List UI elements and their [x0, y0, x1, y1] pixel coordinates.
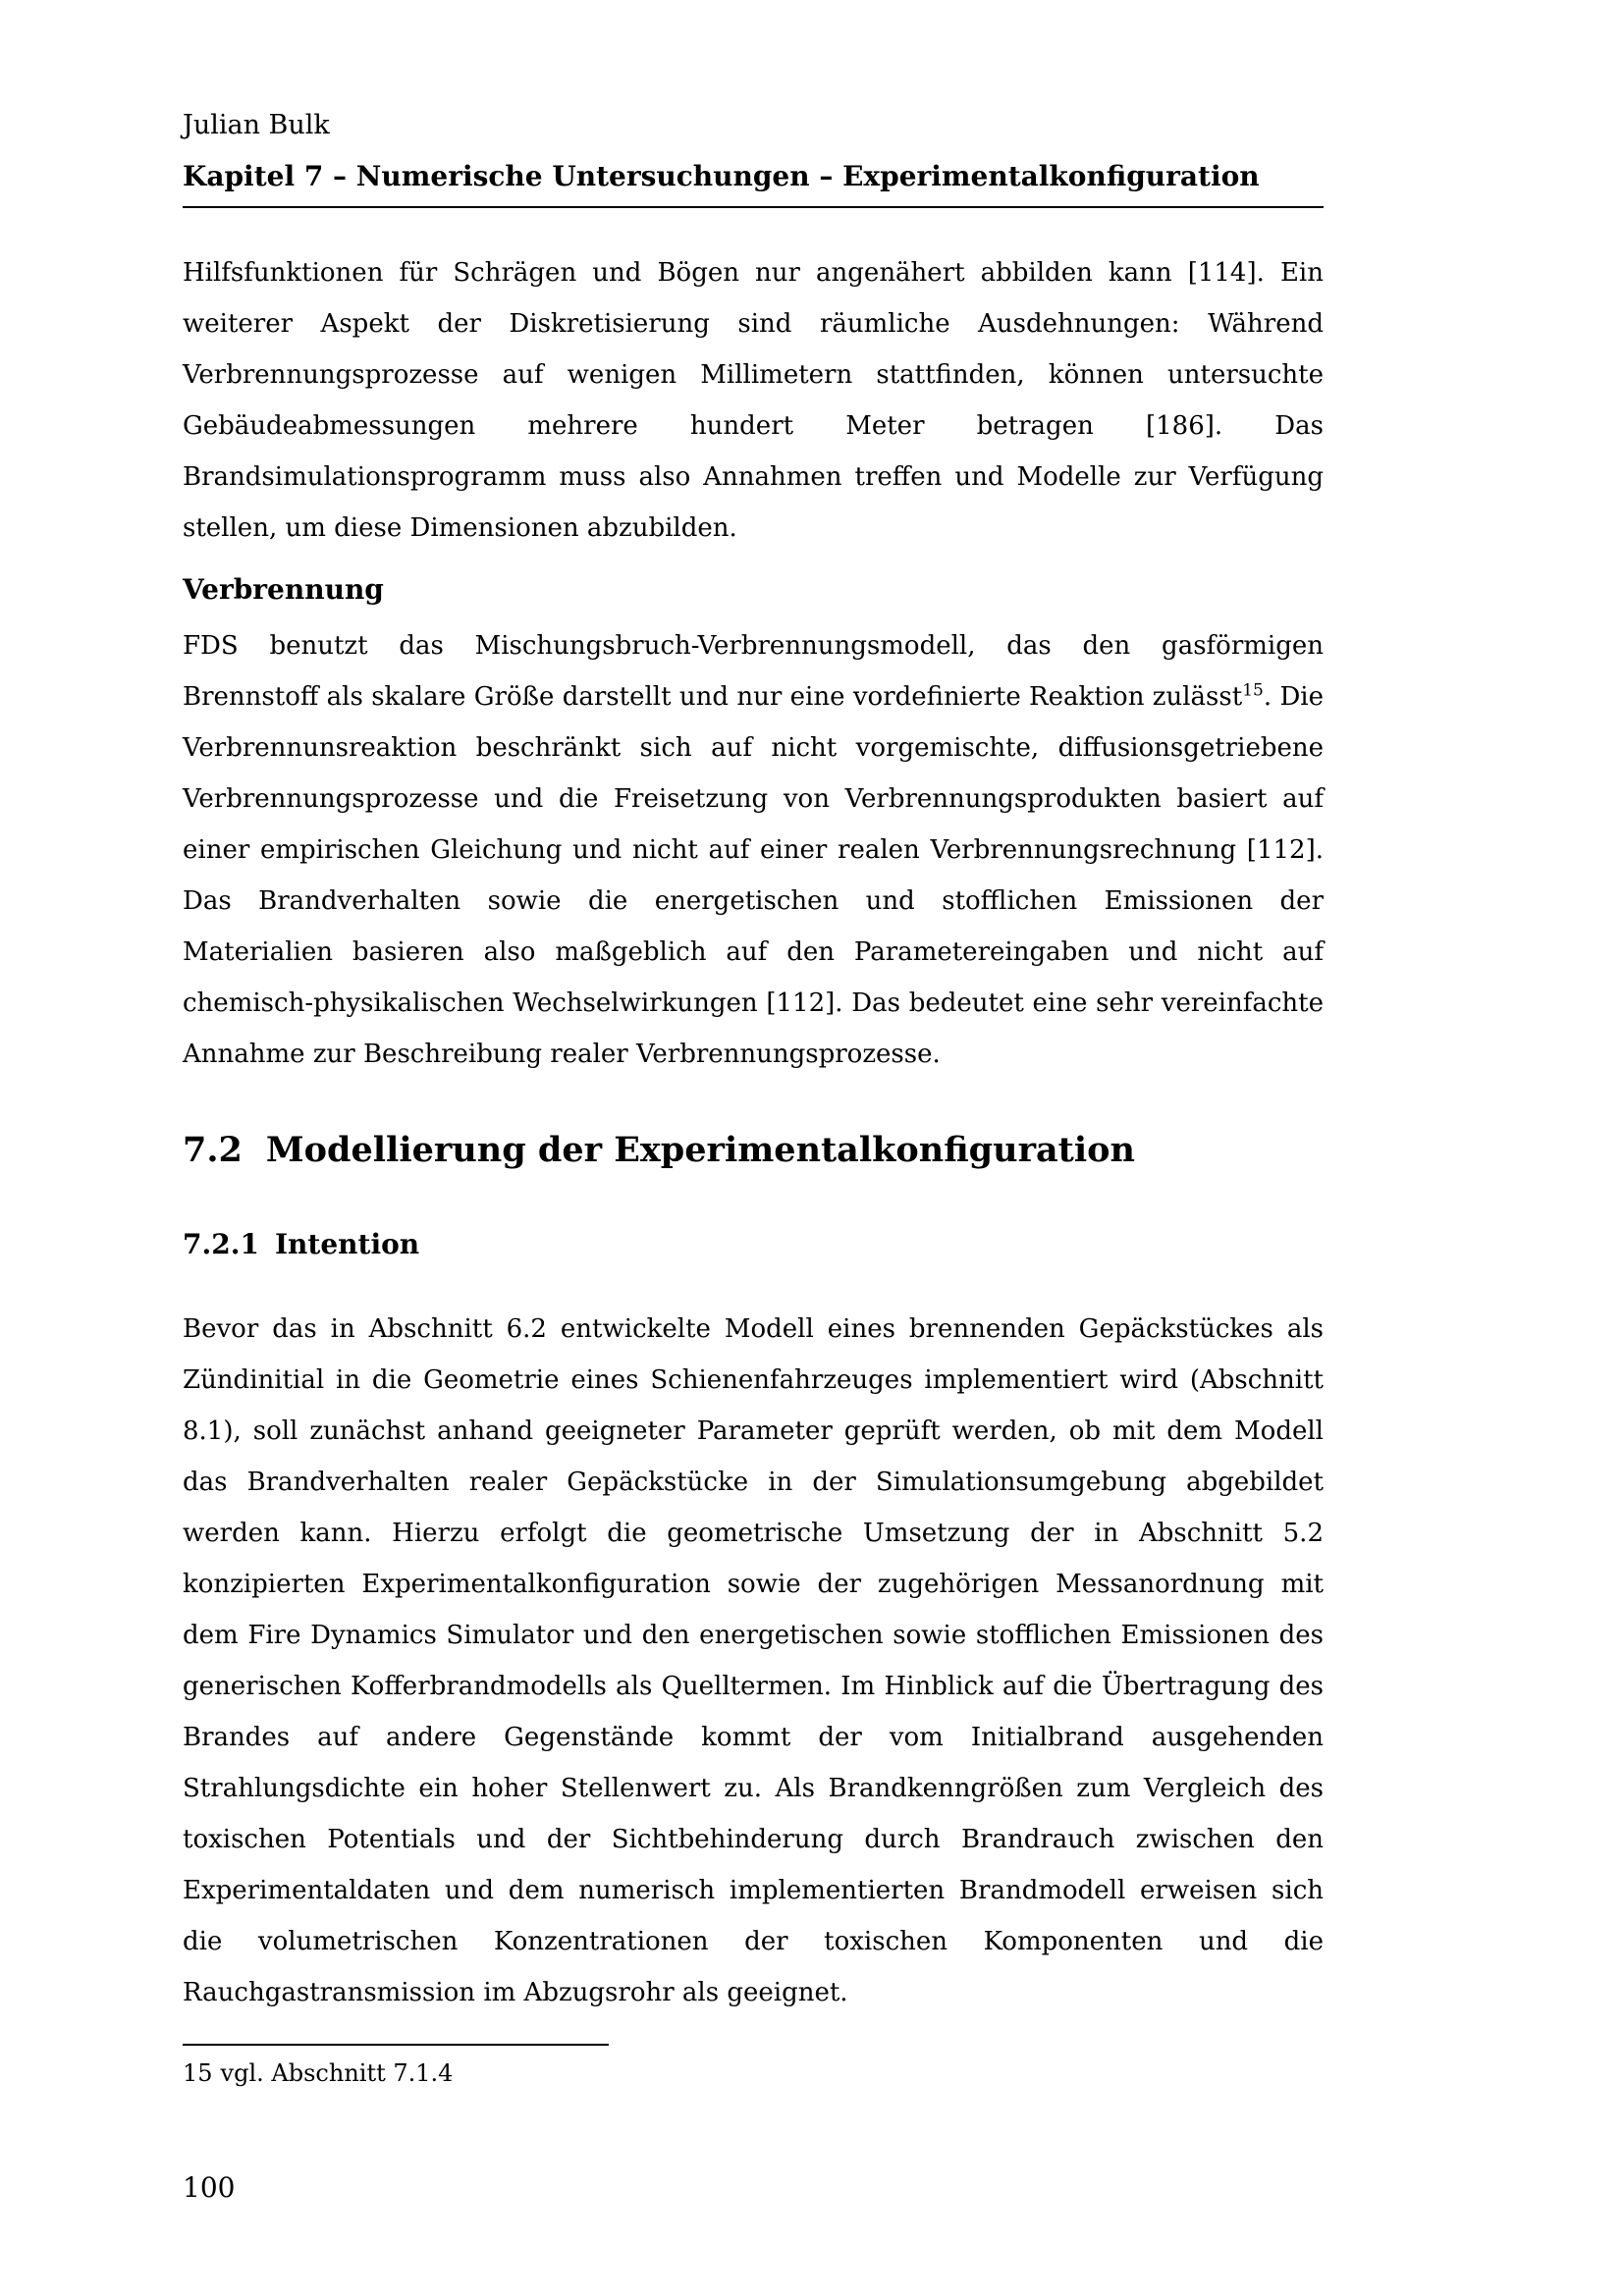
subsection-title: Intention: [274, 1228, 420, 1260]
heading-verbrennung: Verbrennung: [183, 573, 384, 606]
footnote-rule: [183, 2044, 609, 2046]
footnote-number: 15: [183, 2059, 213, 2087]
header-rule: [183, 206, 1324, 208]
verbrennung-text-after-ref: . Die Verbrennunsreaktion beschränkt sich auf nicht vorgemischte, diffusionsgetriebene Verbrennungsprozesse und die Freisetzung von Verbrennungsprodukten basiert auf einer empirischen Gleichung und nicht auf einer realen Verbrennungsrechnung [112]. Das Brandverhalten sowie die energetischen und stofflichen Emissionen der Materialien basieren also maßgeblich auf den Parametereingaben und nicht auf chemisch-physikalischen Wechselwirkungen [112]. Das bedeutet eine sehr vereinfachte Annahme zur Beschreibung realer Verbrennungsprozesse.: [183, 682, 1324, 1069]
subsection-number: 7.2.1: [183, 1228, 259, 1260]
page-number: 100: [183, 2171, 236, 2204]
section-title: Modellierung der Experimentalkonfiguration: [265, 1130, 1135, 1170]
footnote-reference: 15: [1242, 680, 1264, 701]
running-header-author: Julian Bulk: [183, 110, 330, 140]
verbrennung-text-before-ref: FDS benutzt das Mischungsbruch-Verbrennungsmodell, das den gasförmigen Brennstoff als skalare Größe darstellt und nur eine vordefinierte Reaktion zulässt: [183, 631, 1324, 712]
section-number: 7.2: [183, 1130, 243, 1170]
paragraph-discretization: Hilfsfunktionen für Schrägen und Bögen nur angenähert abbilden kann [114]. Ein weiterer Aspekt der Diskretisierung sind räumliche Ausdehnungen: Während Verbrennungsprozesse auf wenigen Millimetern stattfinden, können untersuchte Gebäudeabmessungen mehrere hundert Meter betragen [186]. Das Brandsimulationsprogramm muss also Annahmen treffen und Modelle zur Verfügung stellen, um diese Dimensionen abzubilden.: [183, 258, 1324, 543]
paragraph-verbrennung: [183, 620, 1324, 1080]
footnote-text: vgl. Abschnitt 7.1.4: [220, 2059, 454, 2087]
section-heading-7-2: [183, 1129, 1135, 1172]
footnote: [183, 2057, 1324, 2089]
paragraph-intention: Bevor das in Abschnitt 6.2 entwickelte Modell eines brennenden Gepäckstückes als Zündinitial in die Geometrie eines Schienenfahrzeuges implementiert wird (Abschnitt 8.1), soll zunächst anhand geeigneter Parameter geprüft werden, ob mit dem Modell das Brandverhalten realer Gepäckstücke in der Simulationsumgebung abgebildet werden kann. Hierzu erfolgt die geometrische Umsetzung der in Abschnitt 5.2 konzipierten Experimentalkonfiguration sowie der zugehörigen Messanordnung mit dem Fire Dynamics Simulator und den energetischen sowie stofflichen Emissionen des generischen Kofferbrandmodells als Quelltermen. Im Hinblick auf die Übertragung des Brandes auf andere Gegenstände kommt der vom Initialbrand ausgehenden Strahlungsdichte ein hoher Stellenwert zu. Als Brandkenngrößen zum Vergleich des toxischen Potentials und der Sichtbehinderung durch Brandrauch zwischen den Experimentaldaten und dem numerisch implementierten Brandmodell erweisen sich die volumetrischen Konzentrationen der toxischen Komponenten und die Rauchgastransmission im Abzugsrohr als geeignet.: [183, 1314, 1324, 2007]
subsection-heading-7-2-1: [183, 1227, 419, 1262]
running-header-chapter: Kapitel 7 – Numerische Untersuchungen – Experimentalkonfiguration: [183, 160, 1260, 192]
